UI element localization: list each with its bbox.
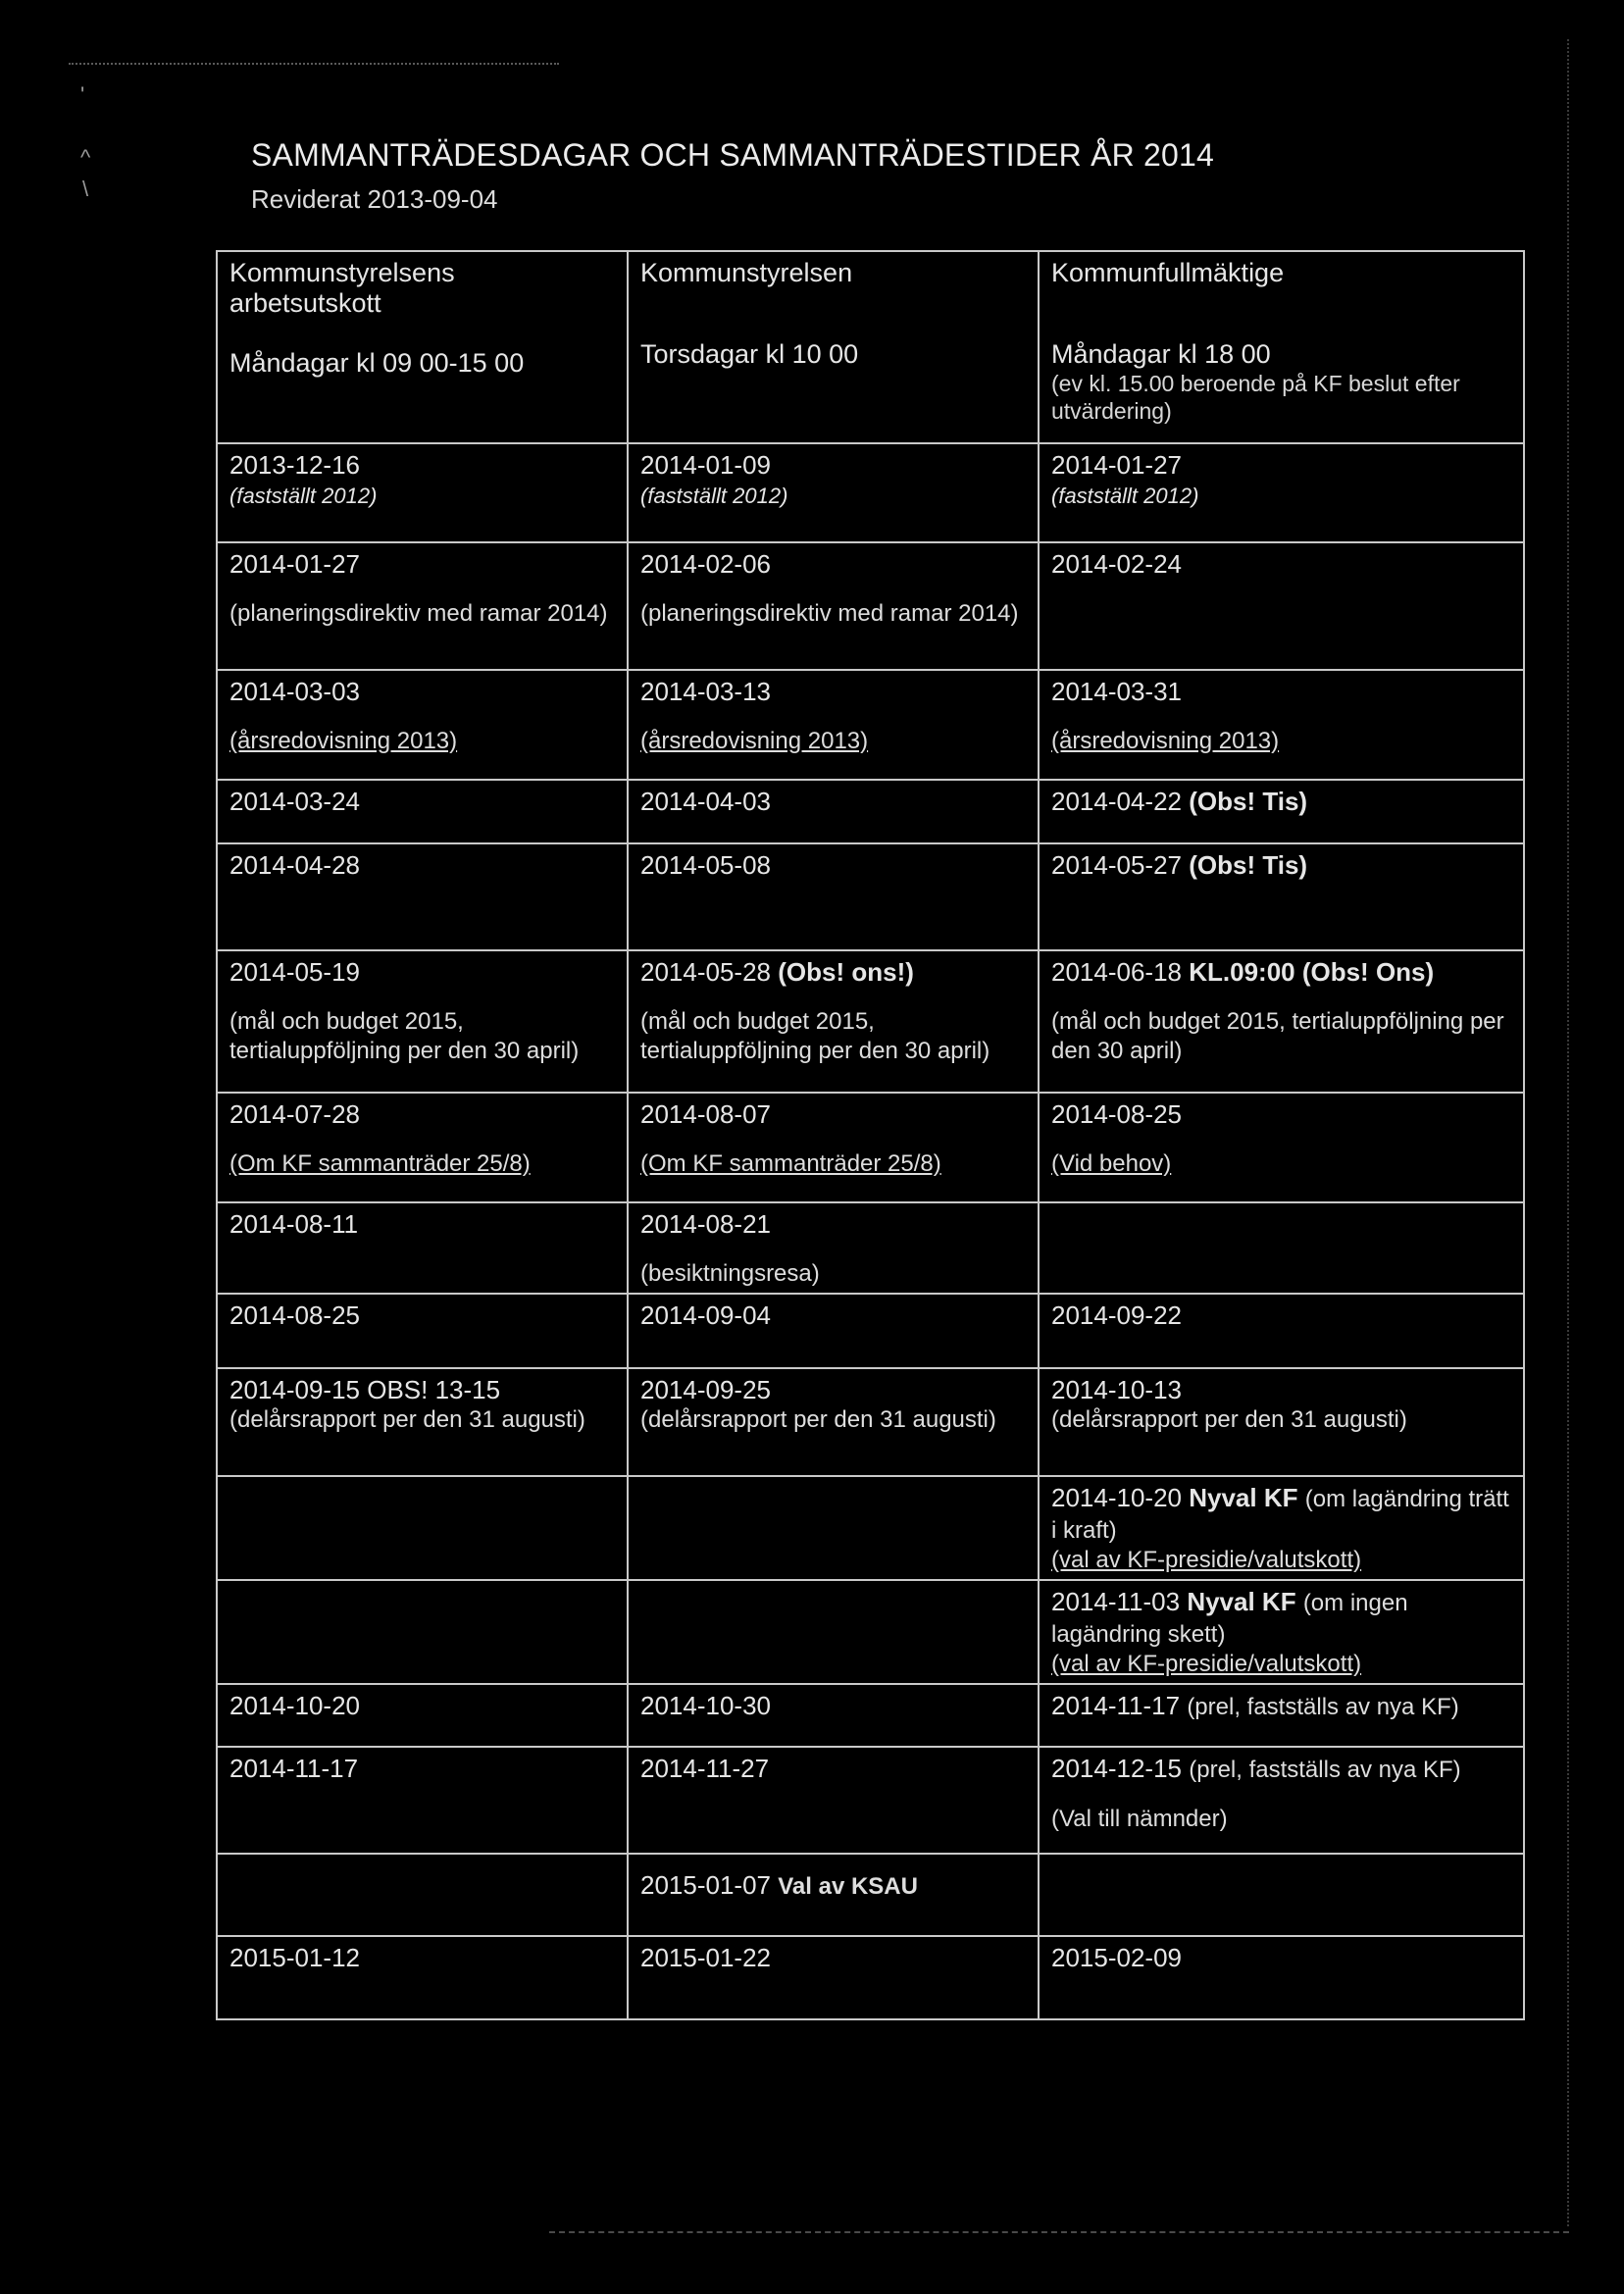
meeting-date: 2014-05-08 [640,850,771,880]
meeting-note: (besiktningsresa) [640,1260,820,1287]
meeting-note: (delårsrapport per den 31 augusti) [1051,1406,1407,1433]
cell-ks [628,843,1039,950]
cell-ksau [217,780,628,843]
table-row [217,1476,1524,1580]
meeting-date: 2014-10-20 [229,1691,360,1720]
meeting-note-secondary: (val av KF-presidie/valutskott) [1051,1547,1362,1573]
meeting-date: 2015-01-12 [229,1943,360,1972]
cell-ksau [217,1936,628,2019]
cell-kf [1039,1580,1524,1684]
cell-kf [1039,1202,1524,1294]
meeting-date: 2014-05-19 [229,957,360,987]
meeting-remark: (Obs! Tis) [1189,850,1308,880]
page-title: SAMMANTRÄDESDAGAR OCH SAMMANTRÄDESTIDER ÅR 2014 [251,137,1215,173]
meeting-date: 2014-04-22 [1051,787,1182,816]
cell-ksau [217,670,628,780]
meeting-note: (prel, fastställs av nya KF) [1187,1694,1459,1720]
column-name: Kommunstyrelsens arbetsutskott [229,258,455,318]
meeting-date: 2014-11-03 [1051,1587,1181,1616]
cell-ksau [217,1093,628,1202]
meeting-date: 2014-03-13 [640,677,771,706]
meeting-note: (årsredovisning 2013) [229,728,458,754]
meeting-note: (delårsrapport per den 31 augusti) [229,1406,585,1433]
cell-kf [1039,1476,1524,1580]
meeting-note: (om ingen lagändring skett) [1051,1590,1408,1648]
column-header-ks [628,251,1039,443]
cell-kf [1039,443,1524,542]
meeting-date: 2014-03-03 [229,677,360,706]
meeting-date: 2014-01-27 [1051,450,1182,480]
cell-ksau [217,1476,628,1580]
cell-ks [628,443,1039,542]
meeting-date: 2014-01-27 [229,549,360,579]
table-row [217,443,1524,542]
cell-kf [1039,1294,1524,1368]
meeting-note: (årsredovisning 2013) [1051,728,1280,754]
meeting-remark: (Obs! Tis) [1189,787,1308,816]
meeting-date: 2014-11-17 [1051,1691,1181,1720]
meeting-remark: (Obs! ons!) [778,957,914,987]
meeting-date: 2014-11-17 [229,1754,359,1783]
cell-ksau [217,1202,628,1294]
table-row [217,542,1524,670]
meeting-date: 2013-12-16 [229,450,360,480]
table-row [217,1684,1524,1747]
table-row [217,1580,1524,1684]
table-header-row [217,251,1524,443]
meeting-note: (planeringsdirektiv med ramar 2014) [640,600,1019,627]
table-row [217,1854,1524,1936]
cell-ks [628,1368,1039,1476]
column-header-ksau [217,251,628,443]
cell-ksau [217,950,628,1093]
cell-kf [1039,843,1524,950]
meeting-date: 2015-01-22 [640,1943,771,1972]
meeting-note: (Om KF sammanträder 25/8) [640,1150,941,1177]
meeting-note: (planeringsdirektiv med ramar 2014) [229,600,608,627]
cell-kf [1039,780,1524,843]
scan-artifact-right-edge [1567,39,1569,2226]
cell-ksau [217,443,628,542]
cell-kf [1039,1368,1524,1476]
table-row [217,1936,1524,2019]
meeting-note: (mål och budget 2015, tertialuppföljning per den 30 april) [640,1008,990,1064]
cell-kf [1039,1093,1524,1202]
meeting-date: 2014-06-18 [1051,957,1182,987]
cell-kf [1039,1684,1524,1747]
meeting-note: (fastställt 2012) [229,484,378,508]
table-row [217,843,1524,950]
table-row [217,670,1524,780]
cell-ks [628,1747,1039,1854]
cell-ksau [217,843,628,950]
table-row [217,1202,1524,1294]
column-header-kf [1039,251,1524,443]
meeting-date: 2015-01-07 [640,1870,771,1900]
cell-kf [1039,950,1524,1093]
meeting-date: 2014-02-24 [1051,549,1182,579]
meeting-note: (prel, fastställs av nya KF) [1189,1757,1461,1783]
scan-speck: ^ [80,145,91,170]
cell-ks [628,1202,1039,1294]
cell-ksau [217,1580,628,1684]
meeting-date: 2014-08-25 [229,1300,360,1330]
meeting-note: (Om KF sammanträder 25/8) [229,1150,531,1177]
meeting-date: 2014-12-15 [1051,1754,1182,1783]
meeting-date: 2014-02-06 [640,549,771,579]
meeting-note-secondary: (val av KF-presidie/valutskott) [1051,1651,1362,1677]
column-time: Måndagar kl 09 00-15 00 [229,348,525,378]
schedule-table [216,250,1525,2020]
table-row [217,1294,1524,1368]
column-name: Kommunstyrelsen [640,258,853,287]
revision-date: Reviderat 2013-09-04 [251,184,498,214]
scan-speck: \ [82,177,89,201]
meeting-date: 2014-05-28 [640,957,771,987]
table-row [217,1368,1524,1476]
meeting-date: 2015-02-09 [1051,1943,1182,1972]
table-row [217,1747,1524,1854]
meeting-date: 2014-09-25 [640,1375,771,1404]
scan-artifact-bottom [549,2231,1569,2233]
meeting-date: 2014-07-28 [229,1099,360,1129]
meeting-note: (mål och budget 2015, tertialuppföljning per den 30 april) [1051,1008,1504,1064]
table-row [217,950,1524,1093]
meeting-remark: Nyval KF [1189,1483,1298,1512]
cell-ks [628,1580,1039,1684]
column-name: Kommunfullmäktige [1051,258,1285,287]
cell-kf [1039,542,1524,670]
column-time: Måndagar kl 18 00 [1051,339,1271,369]
meeting-date: 2014-04-03 [640,787,771,816]
meeting-note: (årsredovisning 2013) [640,728,869,754]
meeting-date: 2014-08-07 [640,1099,771,1129]
table-row [217,780,1524,843]
meeting-note: (fastställt 2012) [1051,484,1199,508]
meeting-remark: Nyval KF [1187,1587,1296,1616]
cell-ks [628,670,1039,780]
cell-ks [628,1684,1039,1747]
meeting-note: (Vid behov) [1051,1150,1172,1177]
meeting-note: (delårsrapport per den 31 augusti) [640,1406,996,1433]
column-time-note: (ev kl. 15.00 beroende på KF beslut efter utvärdering) [1051,371,1460,424]
scan-speck: ' [80,82,85,107]
meeting-date: 2014-01-09 [640,450,771,480]
cell-ks [628,1476,1039,1580]
meeting-date: 2014-08-11 [229,1209,359,1239]
meeting-note: (mål och budget 2015, tertialuppföljning per den 30 april) [229,1008,580,1064]
meeting-date: 2014-10-13 [1051,1375,1182,1404]
cell-ksau [217,1854,628,1936]
meeting-date: 2014-03-24 [229,787,360,816]
meeting-note: (fastställt 2012) [640,484,788,508]
meeting-date: 2014-05-27 [1051,850,1182,880]
meeting-remark: KL.09:00 (Obs! Ons) [1189,957,1435,987]
meeting-date: 2014-04-28 [229,850,360,880]
cell-kf [1039,1854,1524,1936]
meeting-date: 2014-09-04 [640,1300,771,1330]
cell-ks [628,1854,1039,1936]
cell-ks [628,542,1039,670]
cell-kf [1039,1936,1524,2019]
cell-ksau [217,1747,628,1854]
meeting-date: 2014-10-20 [1051,1483,1182,1512]
meeting-date: 2014-03-31 [1051,677,1182,706]
column-time: Torsdagar kl 10 00 [640,339,859,369]
cell-ks [628,1093,1039,1202]
meeting-remark: Val av KSAU [778,1873,918,1900]
meeting-date: 2014-09-15 OBS! 13-15 [229,1375,501,1404]
cell-ksau [217,1294,628,1368]
cell-ks [628,780,1039,843]
cell-ks [628,1294,1039,1368]
meeting-date: 2014-08-21 [640,1209,771,1239]
meeting-date: 2014-10-30 [640,1691,771,1720]
table-row [217,1093,1524,1202]
meeting-date: 2014-09-22 [1051,1300,1182,1330]
scan-artifact-top [69,63,559,65]
meeting-date: 2014-11-27 [640,1754,770,1783]
cell-kf [1039,670,1524,780]
meeting-date: 2014-08-25 [1051,1099,1182,1129]
meeting-note: (om lagändring trätt i kraft) [1051,1486,1509,1544]
meeting-note-secondary: (Val till nämnder) [1051,1806,1228,1832]
cell-kf [1039,1747,1524,1854]
cell-ks [628,1936,1039,2019]
cell-ksau [217,542,628,670]
cell-ksau [217,1368,628,1476]
cell-ks [628,950,1039,1093]
cell-ksau [217,1684,628,1747]
